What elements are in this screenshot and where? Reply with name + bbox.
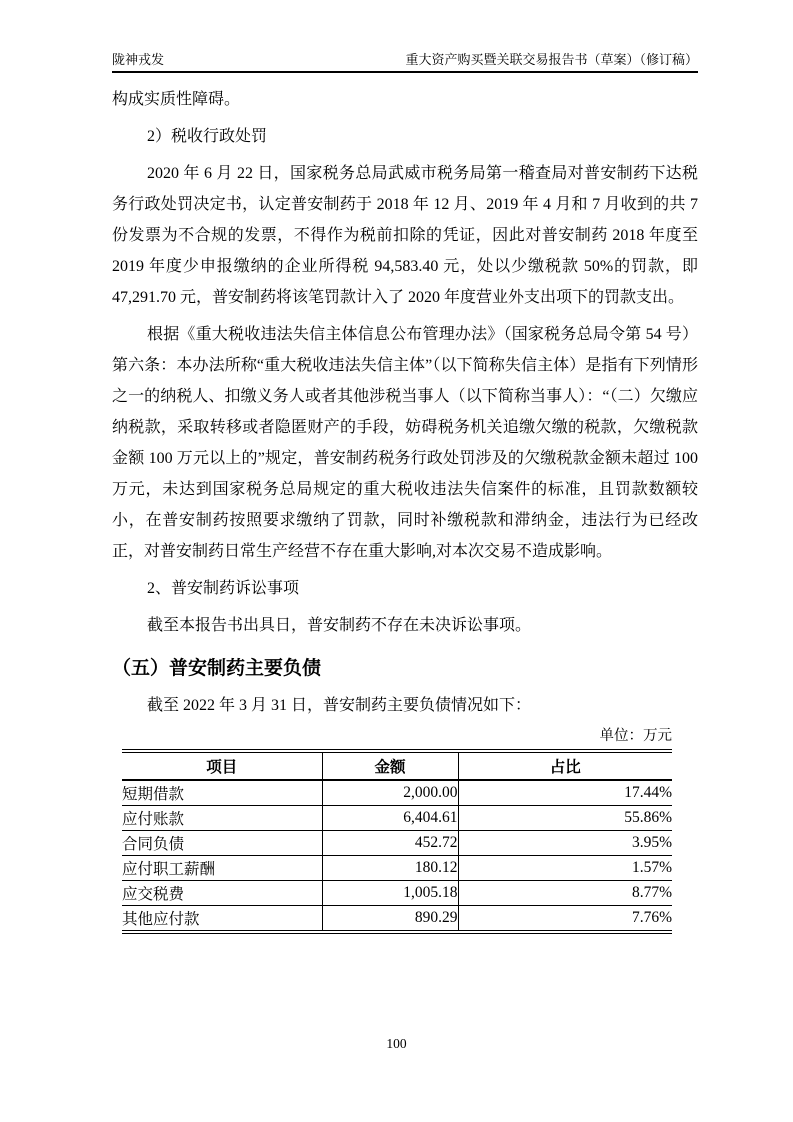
subheading-litigation: 2、普安制药诉讼事项 [147,580,300,597]
cell-amount: 2,000.00 [322,780,458,806]
cell-amount: 6,404.61 [322,806,458,831]
table-row [122,806,672,831]
cell-ratio: 8.77% [458,881,672,906]
cell-item: 其他应付款 [122,906,322,933]
column-header-ratio: 占比 [458,751,672,780]
cell-ratio: 3.95% [458,831,672,856]
paragraph-litigation-status: 截至本报告书出具日，普安制药不存在未决诉讼事项。 [147,617,532,634]
header-report-title: 重大资产购买暨关联交易报告书（草案）（修订稿） [405,52,698,67]
cell-ratio: 1.57% [458,856,672,881]
cell-item: 合同负债 [122,831,322,856]
cell-amount: 452.72 [322,831,458,856]
unit-label: 单位：万元 [599,728,672,744]
table-row [122,780,672,806]
paragraph-table-intro: 截至 2022 年 3 月 31 日，普安制药主要负债情况如下： [147,697,532,714]
page-header [112,52,698,73]
table-header-row [122,751,672,780]
cell-item: 应付职工薪酬 [122,856,322,881]
column-header-item: 项目 [122,751,322,780]
subheading-tax-penalty: 2）税收行政处罚 [147,128,268,145]
paragraph-carryover: 构成实质性障碍。 [112,91,241,108]
table-row [122,831,672,856]
cell-ratio: 55.86% [458,806,672,831]
cell-item: 应交税费 [122,881,322,906]
cell-ratio: 17.44% [458,780,672,806]
column-header-amount: 金额 [322,751,458,780]
page-number: 100 [386,1036,407,1051]
cell-ratio: 7.76% [458,906,672,933]
section-heading-liabilities: （五）普安制药主要负债 [112,658,322,679]
table-row [122,906,672,933]
cell-amount: 890.29 [322,906,458,933]
cell-item: 应付账款 [122,806,322,831]
paragraph-penalty-decision: 2020 年 6 月 22 日，国家税务总局武威市税务局第一稽查局对普安制药下达税务行政处罚决定书，认定普安制药于 2018 年 12 月、2019 年 4 月和 7 月收到的共 7 份发票为不合规的发票，不得作为税前扣除的凭证，因此对普安制药 2018 年度至 2019 年度少申报缴纳的企业所得税 94,583.40 元，处以少缴税款 50%的罚款，即 47,291.70 元，普安制药将该笔罚款计入了 2020 年度营业外支出项下的罚款支出。 [112,165,698,306]
paragraph-regulation-analysis: 根据《重大税收违法失信主体信息公布管理办法》（国家税务总局令第 54 号）第六条：本办法所称“重大税收违法失信主体”（以下简称失信主体）是指有下列情形之一的纳税人、扣缴义务人或者其他涉税当事人（以下简称当事人）：“（二）欠缴应纳税款，采取转移或者隐匿财产的手段，妨碍税务机关追缴欠缴的税款，欠缴税款金额 100 万元以上的”规定，普安制药税务行政处罚涉及的欠缴税款金额未超过 100 万元，未达到国家税务总局规定的重大税收违法失信案件的标准，且罚款数额较小，在普安制药按照要求缴纳了罚款，同时补缴税款和滞纳金，违法行为已经改正，对普安制药日常生产经营不存在重大影响,对本次交易不造成影响。 [112,326,698,560]
cell-amount: 180.12 [322,856,458,881]
cell-amount: 1,005.18 [322,881,458,906]
document-body [112,84,698,934]
header-company-name: 陇神戎发 [112,52,165,67]
table-row [122,856,672,881]
liabilities-table [122,749,672,934]
cell-item: 短期借款 [122,780,322,806]
table-row [122,881,672,906]
